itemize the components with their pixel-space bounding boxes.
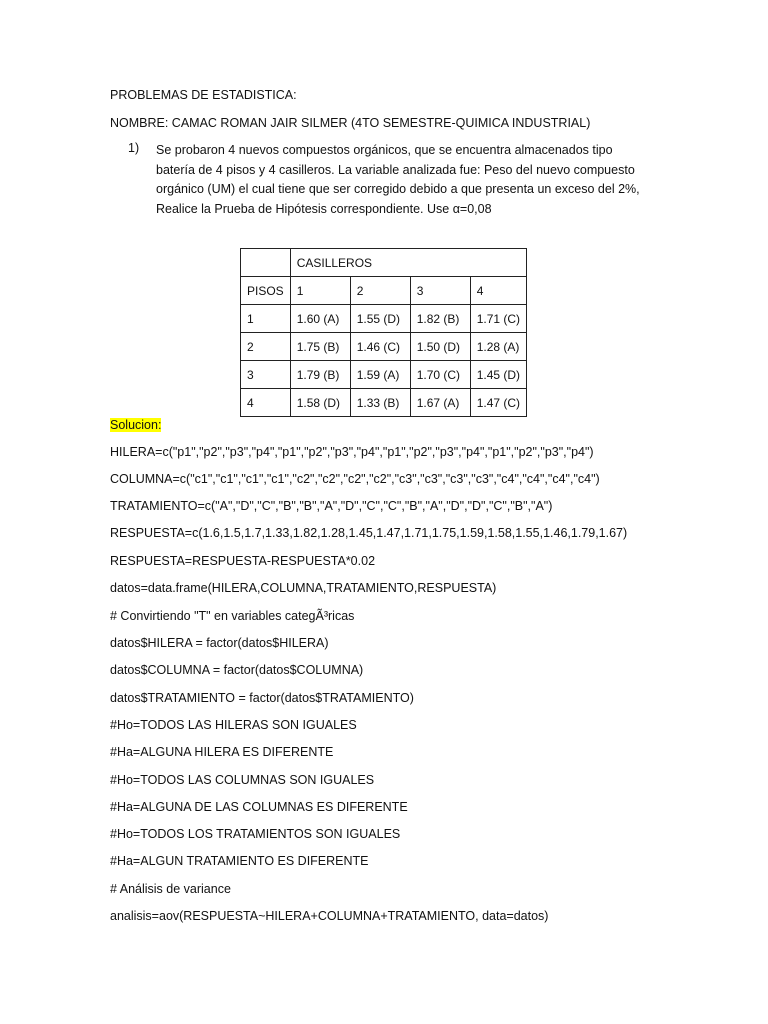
problem-line: orgánico (UM) el cual tiene que ser corregido debido a que presenta un exceso del 2%, bbox=[156, 182, 640, 196]
student-name-line: NOMBRE: CAMAC ROMAN JAIR SILMER (4TO SEMESTRE-QUIMICA INDUSTRIAL) bbox=[110, 116, 591, 130]
code-line: #Ha=ALGUN TRATAMIENTO ES DIFERENTE bbox=[110, 854, 369, 868]
problem-line: Se probaron 4 nuevos compuestos orgánicos, que se encuentra almacenados tipo bbox=[156, 143, 613, 157]
table-cell: 1.75 (B) bbox=[290, 333, 350, 361]
table-cell: 1.47 (C) bbox=[470, 389, 526, 417]
table-row bbox=[241, 361, 527, 389]
table-cell: 1.60 (A) bbox=[290, 305, 350, 333]
table-header-row bbox=[241, 249, 527, 277]
table-cell: 1.79 (B) bbox=[290, 361, 350, 389]
code-line: # Análisis de variance bbox=[110, 882, 231, 896]
table-cell: 1.82 (B) bbox=[410, 305, 470, 333]
solution-heading-text: Solucion: bbox=[110, 418, 162, 432]
code-line: RESPUESTA=RESPUESTA-RESPUESTA*0.02 bbox=[110, 554, 376, 568]
code-line: HILERA=c("p1","p2","p3","p4","p1","p2","p3","p4","p1","p2","p3","p4","p1","p2","p3","p4") bbox=[110, 445, 594, 459]
code-line: #Ha=ALGUNA DE LAS COLUMNAS ES DIFERENTE bbox=[110, 800, 408, 814]
code-line: datos$HILERA = factor(datos$HILERA) bbox=[110, 636, 329, 650]
document-title: PROBLEMAS DE ESTADISTICA: bbox=[110, 88, 297, 102]
table-cell: 1.71 (C) bbox=[470, 305, 526, 333]
code-line: datos$COLUMNA = factor(datos$COLUMNA) bbox=[110, 663, 364, 677]
table-cell: 1.28 (A) bbox=[470, 333, 526, 361]
table-column-label: 3 bbox=[410, 277, 470, 305]
table-row bbox=[241, 333, 527, 361]
problem-line: Realice la Prueba de Hipótesis correspondiente. Use α=0,08 bbox=[156, 201, 492, 216]
table-row-label: 1 bbox=[241, 305, 291, 333]
table-cell: 1.70 (C) bbox=[410, 361, 470, 389]
table-cell: 1.45 (D) bbox=[470, 361, 526, 389]
table-row-label: 4 bbox=[241, 389, 291, 417]
problem-statement bbox=[156, 141, 676, 219]
table-cell: 1.67 (A) bbox=[410, 389, 470, 417]
code-line: #Ho=TODOS LOS TRATAMIENTOS SON IGUALES bbox=[110, 827, 401, 841]
table-row-label: 3 bbox=[241, 361, 291, 389]
code-line: TRATAMIENTO=c("A","D","C","B","B","A","D","C","C","B","A","D","D","C","B","A") bbox=[110, 499, 553, 513]
code-line: #Ho=TODOS LAS COLUMNAS SON IGUALES bbox=[110, 773, 375, 787]
problem-line: batería de 4 pisos y 4 casilleros. La variable analizada fue: Peso del nuevo compuesto bbox=[156, 162, 635, 177]
table-corner-cell bbox=[241, 249, 291, 277]
table-cell: 1.59 (A) bbox=[350, 361, 410, 389]
code-line: COLUMNA=c("c1","c1","c1","c1","c2","c2","c2","c2","c3","c3","c3","c3","c4","c4","c4","c4") bbox=[110, 472, 600, 486]
table-row-label: 2 bbox=[241, 333, 291, 361]
table-cell: 1.33 (B) bbox=[350, 389, 410, 417]
table-group-header: CASILLEROS bbox=[290, 249, 526, 277]
table-cell: 1.46 (C) bbox=[350, 333, 410, 361]
table-column-label: 1 bbox=[290, 277, 350, 305]
table-column-label: 4 bbox=[470, 277, 526, 305]
table-column-label: 2 bbox=[350, 277, 410, 305]
data-table bbox=[240, 248, 527, 417]
code-line: #Ho=TODOS LAS HILERAS SON IGUALES bbox=[110, 718, 357, 732]
code-line: #Ha=ALGUNA HILERA ES DIFERENTE bbox=[110, 745, 334, 759]
solution-heading bbox=[110, 417, 161, 433]
table-cell: 1.55 (D) bbox=[350, 305, 410, 333]
code-line: datos=data.frame(HILERA,COLUMNA,TRATAMIENTO,RESPUESTA) bbox=[110, 581, 497, 595]
table-row bbox=[241, 305, 527, 333]
table-row-header: PISOS bbox=[241, 277, 291, 305]
code-line: RESPUESTA=c(1.6,1.5,1.7,1.33,1.82,1.28,1.45,1.47,1.71,1.75,1.59,1.58,1.55,1.46,1.79,1.67) bbox=[110, 526, 628, 540]
table-row bbox=[241, 389, 527, 417]
problem-number: 1) bbox=[128, 141, 140, 155]
table-cell: 1.58 (D) bbox=[290, 389, 350, 417]
code-line: analisis=aov(RESPUESTA~HILERA+COLUMNA+TRATAMIENTO, data=datos) bbox=[110, 909, 549, 923]
table-cell: 1.50 (D) bbox=[410, 333, 470, 361]
code-line: datos$TRATAMIENTO = factor(datos$TRATAMIENTO) bbox=[110, 691, 414, 705]
code-line: # Convirtiendo "T" en variables categÃ³ricas bbox=[110, 609, 355, 623]
table-column-row bbox=[241, 277, 527, 305]
